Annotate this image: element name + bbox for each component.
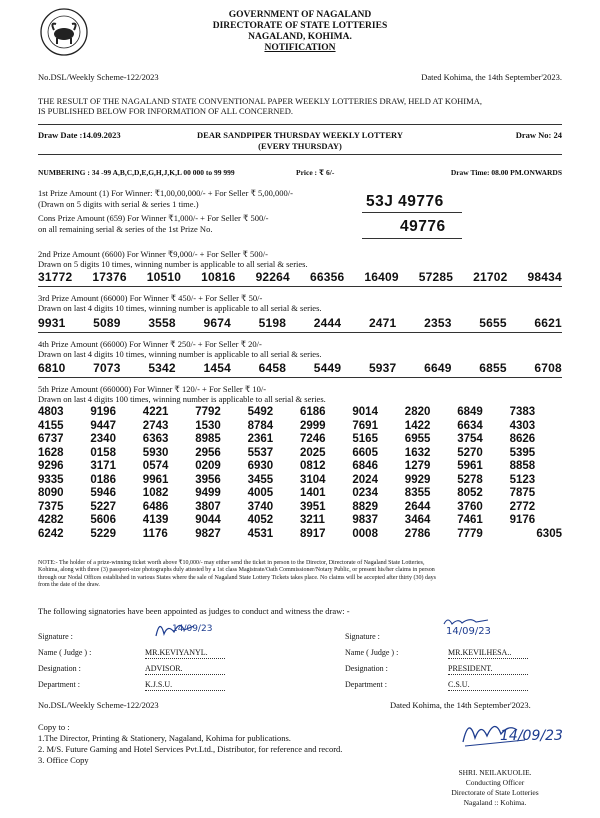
prize-number: 1632 bbox=[404, 446, 431, 459]
reference-number: No.DSL/Weekly Scheme-122/2023 bbox=[38, 72, 159, 82]
prize-number: 6810 bbox=[38, 361, 66, 375]
lottery-title: DEAR SANDPIPER THURSDAY WEEKLY LOTTERY bbox=[197, 130, 403, 140]
judge-designation: PRESIDENT. bbox=[448, 664, 528, 675]
prize-number: 8917 bbox=[300, 527, 326, 540]
prize-number: 6305 bbox=[536, 527, 562, 540]
prize-number: 7779 bbox=[457, 527, 483, 540]
designation-label: Designation : bbox=[38, 664, 81, 673]
draw-time: Draw Time: 08.00 PM.ONWARDS bbox=[450, 168, 562, 177]
prize-number: 5278 bbox=[457, 473, 483, 486]
prize-number: 21702 bbox=[473, 270, 508, 284]
prize-number: 2743 bbox=[142, 419, 169, 432]
second-prize-rule: Drawn on 5 digits 10 times, winning number is applicable to all serial & series. bbox=[38, 259, 308, 269]
prize-number: 0574 bbox=[142, 460, 169, 472]
prize-number: 1401 bbox=[300, 487, 326, 499]
prize-number: 8052 bbox=[457, 487, 483, 499]
prize-number: 5229 bbox=[90, 527, 116, 540]
third-prize-amount: 3rd Prize Amount (66000) For Winner ₹ 450/- + For Seller ₹ 50/- bbox=[38, 293, 263, 303]
prize-number: 2786 bbox=[404, 527, 431, 540]
prize-number: 6849 bbox=[457, 406, 483, 418]
prize-number: 2361 bbox=[247, 433, 274, 445]
prize-number: 3740 bbox=[247, 500, 274, 513]
prize-number: 1628 bbox=[38, 446, 64, 459]
prize-number: 5198 bbox=[258, 316, 287, 330]
judge-sign-date: 14/09/23 bbox=[172, 624, 213, 634]
prize-number: 5930 bbox=[142, 446, 169, 459]
prize-number: 6955 bbox=[404, 433, 431, 445]
prize-number: 6486 bbox=[142, 500, 169, 513]
header-line-1: GOVERNMENT OF NAGALAND bbox=[228, 10, 372, 20]
prize-number: 7461 bbox=[457, 514, 483, 526]
judge-name-label: Name ( Judge ) : bbox=[38, 648, 92, 657]
prize-number: 7691 bbox=[352, 419, 378, 432]
prize-number: 5946 bbox=[90, 487, 116, 499]
fifth-prize-amount: 5th Prize Amount (660000) For Winner ₹ 120/- + For Seller ₹ 10/- bbox=[38, 384, 267, 394]
prize-number: 0008 bbox=[352, 527, 378, 540]
prize-number: 0186 bbox=[90, 473, 116, 486]
prize-number: 9929 bbox=[404, 473, 431, 486]
prize-number: 5655 bbox=[479, 316, 507, 330]
officer-name: SHRI. NEILAKUOLIE. bbox=[458, 768, 532, 777]
prize-number: 6855 bbox=[479, 361, 507, 375]
prize-number: 3104 bbox=[300, 473, 326, 486]
second-prize-numbers bbox=[38, 270, 562, 284]
judge-name: MR.KEVIYANYL. bbox=[145, 648, 225, 659]
prize-number: 1176 bbox=[142, 527, 168, 540]
fourth-prize-amount: 4th Prize Amount (66000) For Winner ₹ 250/- + For Seller ₹ 20/- bbox=[38, 339, 262, 349]
prize-number: 10816 bbox=[201, 270, 236, 284]
prize-number: 9044 bbox=[195, 514, 221, 526]
prize-number: 1082 bbox=[142, 487, 169, 499]
prize-number: 5449 bbox=[313, 361, 342, 375]
note-line: NOTE:- The holder of a prize-winning ticket worth above ₹10,000/- may either send the ticket in person to the Director, Directorate of Nagaland State Lotteries, bbox=[38, 560, 425, 566]
note-line: Kohima, along with three (3) passport-size photographs duly attested by a 1st class Magistrate/Oath Commissioner/Notary Public, or present his/her claims in person bbox=[38, 567, 435, 574]
prize-number: 1530 bbox=[195, 419, 221, 432]
divider bbox=[38, 286, 562, 287]
prize-number: 9335 bbox=[38, 473, 64, 486]
officer-title: Conducting Officer bbox=[465, 778, 525, 787]
prize-number: 8090 bbox=[38, 487, 64, 499]
prize-number: 4221 bbox=[142, 406, 169, 418]
officer-place: Nagaland :: Kohima. bbox=[463, 798, 527, 807]
divider bbox=[38, 332, 562, 333]
copy-item: 3. Office Copy bbox=[38, 755, 89, 765]
prize-number: 98434 bbox=[527, 270, 562, 284]
prize-number: 9837 bbox=[352, 514, 378, 526]
prize-number: 10510 bbox=[146, 270, 182, 284]
prize-number: 3956 bbox=[195, 473, 221, 486]
prize-number: 5395 bbox=[509, 446, 536, 459]
header-line-2: DIRECTORATE OF STATE LOTTERIES bbox=[212, 21, 388, 31]
prize-number: 5937 bbox=[368, 361, 397, 375]
judge-designation: ADVISOR. bbox=[145, 664, 225, 675]
prize-number: 9014 bbox=[352, 406, 378, 418]
prize-number: 9176 bbox=[509, 514, 536, 526]
prize-number: 5270 bbox=[457, 446, 483, 459]
divider bbox=[38, 377, 562, 378]
prize-number: 6242 bbox=[38, 527, 64, 540]
draw-date: Draw Date :14.09.2023 bbox=[38, 130, 121, 140]
prize-number: 31772 bbox=[38, 270, 73, 284]
prize-number: 4303 bbox=[509, 419, 536, 432]
signature-label: Signature : bbox=[38, 632, 73, 641]
divider bbox=[362, 212, 462, 213]
third-prize-numbers bbox=[38, 316, 562, 330]
prize-number: 9961 bbox=[142, 473, 169, 486]
prize-number: 5961 bbox=[457, 460, 483, 472]
department-label: Department : bbox=[345, 680, 387, 689]
prize-number: 6846 bbox=[352, 460, 378, 472]
prize-number: 5342 bbox=[148, 361, 176, 375]
prize-number: 9447 bbox=[90, 419, 116, 432]
judge-sign-date: 14/09/23 bbox=[446, 626, 491, 637]
prize-number: 16409 bbox=[364, 270, 399, 284]
prize-number: 6458 bbox=[258, 361, 287, 375]
prize-number: 2999 bbox=[300, 419, 326, 432]
prize-number: 5492 bbox=[247, 406, 274, 418]
judge-name-label: Name ( Judge ) : bbox=[345, 648, 399, 657]
header-notification: NOTIFICATION bbox=[264, 43, 336, 53]
prize-number: 6649 bbox=[424, 361, 452, 375]
fourth-prize-numbers bbox=[38, 361, 562, 375]
prize-number: 6186 bbox=[300, 406, 326, 418]
first-prize-amount: 1st Prize Amount (1) For Winner: ₹1,00,00,000/- + For Seller ₹ 5,00,000/- bbox=[38, 188, 293, 198]
divider bbox=[362, 238, 462, 239]
prize-number: 0209 bbox=[195, 460, 221, 472]
note-line: from the date of the draw. bbox=[38, 582, 100, 589]
prize-number: 2025 bbox=[300, 446, 326, 459]
footer-reference: No.DSL/Weekly Scheme-122/2023 bbox=[38, 700, 159, 710]
prize-number: 1454 bbox=[203, 361, 231, 375]
judges-intro: The following signatories have been appointed as judges to conduct and witness the draw: - bbox=[38, 606, 350, 616]
second-prize-amount: 2nd Prize Amount (6600) For Winner ₹9,000/- + For Seller ₹ 500/- bbox=[38, 249, 268, 259]
divider bbox=[38, 154, 562, 155]
prize-number: 4282 bbox=[38, 514, 64, 526]
judge-department: C.S.U. bbox=[448, 680, 528, 691]
prize-number: 9296 bbox=[38, 460, 64, 472]
signature-label: Signature : bbox=[345, 632, 380, 641]
prize-number: 5537 bbox=[247, 446, 274, 459]
prize-number: 7792 bbox=[195, 406, 221, 418]
first-prize-number: 53J 49776 bbox=[366, 193, 444, 210]
draw-number: Draw No: 24 bbox=[515, 130, 562, 140]
prize-number: 2956 bbox=[195, 446, 221, 459]
officer-sign-date: 14/09/23 bbox=[500, 728, 563, 744]
prize-number: 6708 bbox=[534, 361, 562, 375]
cons-prize-number: 49776 bbox=[400, 218, 446, 235]
lottery-subtitle: (EVERY THURSDAY) bbox=[258, 141, 342, 151]
intro-line-1: THE RESULT OF THE NAGALAND STATE CONVENTIONAL PAPER WEEKLY LOTTERIES DRAW, HELD AT KOHIMA, bbox=[38, 96, 482, 106]
prize-number: 0234 bbox=[352, 487, 378, 499]
prize-number: 7383 bbox=[509, 406, 536, 418]
prize-number: 6363 bbox=[142, 433, 169, 445]
prize-number: 6621 bbox=[534, 316, 562, 330]
prize-number: 8355 bbox=[404, 487, 431, 499]
prize-number: 0158 bbox=[90, 446, 116, 459]
copy-to-label: Copy to : bbox=[38, 722, 70, 732]
divider bbox=[38, 124, 562, 125]
numbering: NUMBERING : 34 -99 A,B,C,D,E,G,H,J,K,L 00 000 to 99 999 bbox=[38, 168, 235, 177]
prize-number: 3455 bbox=[247, 473, 274, 486]
prize-number: 9674 bbox=[203, 316, 231, 330]
prize-number: 17376 bbox=[92, 270, 127, 284]
prize-number: 8858 bbox=[509, 460, 536, 472]
prize-number: 3760 bbox=[457, 500, 483, 513]
prize-number: 6634 bbox=[457, 419, 483, 432]
prize-number: 2471 bbox=[368, 316, 397, 330]
reference-date: Dated Kohima, the 14th September'2023. bbox=[421, 72, 562, 82]
prize-number: 9827 bbox=[195, 527, 221, 540]
cons-prize-amount: Cons Prize Amount (659) For Winner ₹1,000/- + For Seller ₹ 500/- bbox=[38, 213, 269, 223]
prize-number: 0812 bbox=[300, 460, 326, 472]
prize-number: 3464 bbox=[404, 514, 431, 526]
prize-number: 9931 bbox=[38, 316, 66, 330]
prize-number: 7875 bbox=[509, 487, 536, 499]
department-label: Department : bbox=[38, 680, 80, 689]
prize-number: 2644 bbox=[404, 500, 431, 513]
officer-organization: Directorate of State Lotteries bbox=[451, 788, 539, 797]
prize-number: 2024 bbox=[352, 473, 378, 486]
prize-number: 6930 bbox=[247, 460, 274, 472]
prize-number: 4139 bbox=[142, 514, 169, 526]
prize-number: 3558 bbox=[148, 316, 176, 330]
prize-number: 5123 bbox=[509, 473, 536, 486]
prize-number: 3171 bbox=[90, 460, 116, 472]
ticket-price: Price : ₹ 6/- bbox=[296, 168, 335, 177]
prize-number: 5089 bbox=[93, 316, 121, 330]
prize-number: 9196 bbox=[90, 406, 116, 418]
prize-number: 9499 bbox=[195, 487, 221, 499]
prize-number: 57285 bbox=[418, 270, 454, 284]
fifth-prize-numbers bbox=[38, 406, 562, 541]
intro-line-2: IS PUBLISHED BELOW FOR INFORMATION OF ALL CONCERNED. bbox=[38, 106, 294, 116]
fourth-prize-rule: Drawn on last 4 digits 10 times, winning number is applicable to all serial & series. bbox=[38, 349, 322, 359]
copy-item: 1.The Director, Printing & Stationery, Nagaland, Kohima for publications. bbox=[38, 733, 291, 743]
prize-number: 3754 bbox=[457, 433, 483, 445]
prize-number: 3807 bbox=[195, 500, 221, 513]
prize-number: 7375 bbox=[38, 500, 64, 513]
prize-number: 8784 bbox=[247, 419, 274, 432]
prize-number: 2340 bbox=[90, 433, 116, 445]
designation-label: Designation : bbox=[345, 664, 388, 673]
prize-number: 2353 bbox=[424, 316, 452, 330]
prize-number: 2772 bbox=[509, 500, 536, 513]
third-prize-rule: Drawn on last 4 digits 10 times, winning number is applicable to all serial & series. bbox=[38, 303, 322, 313]
prize-number: 4531 bbox=[247, 527, 274, 540]
prize-number: 4005 bbox=[247, 487, 274, 499]
claim-note bbox=[38, 560, 568, 590]
first-prize-rule: (Drawn on 5 digits with serial & series 1 time.) bbox=[38, 199, 199, 209]
prize-number: 1279 bbox=[404, 460, 431, 472]
prize-number: 2820 bbox=[404, 406, 431, 418]
prize-number: 7246 bbox=[300, 433, 326, 445]
header-line-3: NAGALAND, KOHIMA. bbox=[248, 32, 352, 42]
prize-number: 5606 bbox=[90, 514, 116, 526]
prize-number: 66356 bbox=[309, 270, 345, 284]
judge-name: MR.KEVILHESA.. bbox=[448, 648, 528, 659]
prize-number: 4052 bbox=[247, 514, 274, 526]
note-line: through our Nodal Offices established in various States where the sale of Nagaland State Lottery Tickets takes place. No claims will be accepted after thirty (30) days bbox=[38, 574, 436, 581]
prize-number: 8626 bbox=[509, 433, 536, 445]
prize-number: 5227 bbox=[90, 500, 116, 513]
prize-number: 7073 bbox=[93, 361, 121, 375]
prize-number: 8985 bbox=[195, 433, 221, 445]
footer-date: Dated Kohima, the 14th September'2023. bbox=[390, 700, 531, 710]
prize-number: 4155 bbox=[38, 419, 64, 432]
prize-number: 3951 bbox=[300, 500, 326, 513]
prize-number: 6737 bbox=[38, 433, 64, 445]
prize-number: 2444 bbox=[313, 316, 342, 330]
prize-number: 92264 bbox=[255, 270, 290, 284]
prize-number: 8829 bbox=[352, 500, 378, 513]
judge-department: K.J.S.U. bbox=[145, 680, 225, 691]
prize-number: 6605 bbox=[352, 446, 378, 459]
prize-number: 4803 bbox=[38, 406, 64, 418]
prize-number: 5165 bbox=[352, 433, 378, 445]
fifth-prize-rule: Drawn on last 4 digits 100 times, winning number is applicable to all serial & series. bbox=[38, 394, 326, 404]
copy-item: 2. M/S. Future Gaming and Hotel Services Pvt.Ltd., Distributor, for reference and record. bbox=[38, 744, 343, 754]
prize-number: 1422 bbox=[404, 419, 431, 432]
cons-prize-rule: on all remaining serial & series of the 1st Prize No. bbox=[38, 224, 213, 234]
prize-number: 3211 bbox=[300, 514, 325, 526]
